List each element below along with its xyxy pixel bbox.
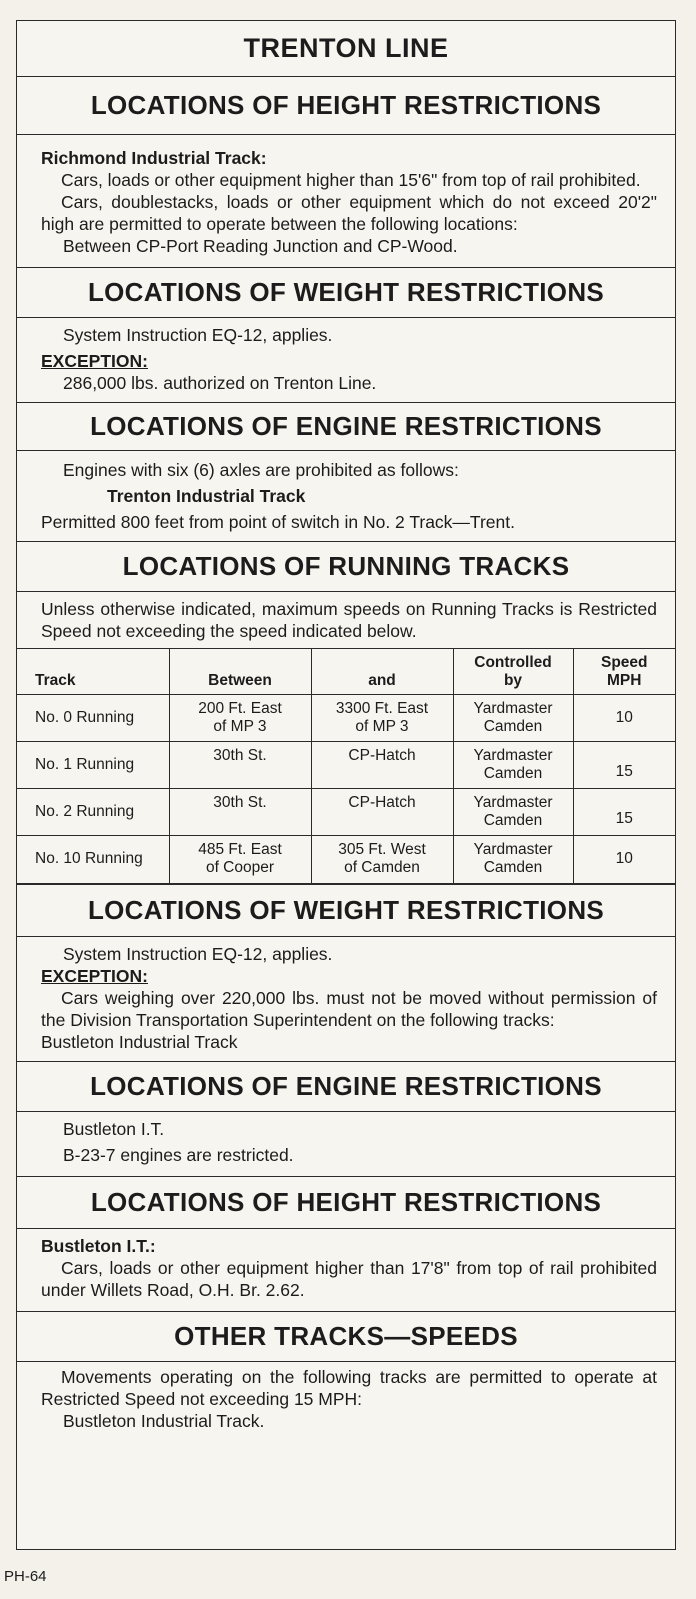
cell-controlled-line1: Yardmaster (473, 700, 553, 717)
cell-between (169, 695, 311, 742)
section-weight-restrictions-bustleton (17, 884, 675, 1062)
paragraph: 286,000 lbs. authorized on Trenton Line. (63, 373, 377, 393)
col-header-track: Track (17, 649, 169, 695)
paragraph: Movements operating on the following tracks are permitted to operate at Restricted Speed not exceeding 15 MPH: (41, 1366, 657, 1409)
section-heading: LOCATIONS OF HEIGHT RESTRICTIONS (17, 77, 675, 135)
cell-and (311, 742, 453, 789)
cell-speed: 15 (573, 742, 675, 789)
col-header-and: and (311, 649, 453, 695)
section-heading: LOCATIONS OF WEIGHT RESTRICTIONS (17, 885, 675, 937)
section-heading: LOCATIONS OF RUNNING TRACKS (17, 542, 675, 592)
cell-between-line1: 200 Ft. East (198, 700, 282, 717)
exception-label: EXCEPTION: (41, 965, 148, 986)
section-running-tracks (17, 542, 675, 884)
section-height-restrictions-bustleton (17, 1177, 675, 1312)
table-row (17, 789, 675, 836)
col-header-controlled-line2: by (503, 671, 523, 689)
sub-title: Richmond Industrial Track: (41, 148, 267, 168)
table-row (17, 742, 675, 789)
cell-and-line1: CP-Hatch (348, 794, 416, 811)
col-header-speed-line2: MPH (607, 671, 642, 689)
section-heading: LOCATIONS OF HEIGHT RESTRICTIONS (17, 1177, 675, 1229)
section-body (17, 135, 675, 267)
section-body (17, 1229, 675, 1311)
section-body (17, 937, 675, 1061)
paragraph: Engines with six (6) axles are prohibited as follows: (63, 460, 459, 480)
page-number: PH-64 (4, 1568, 47, 1585)
cell-between-line1: 30th St. (213, 794, 267, 811)
cell-controlled-line1: Yardmaster (473, 794, 553, 811)
section-weight-restrictions-trenton (17, 268, 675, 403)
cell-between-line2: of Cooper (205, 859, 275, 877)
cell-and (311, 789, 453, 836)
paragraph: Cars, loads or other equipment higher than 15'6" from top of rail prohibited. (61, 170, 641, 190)
cell-and (311, 836, 453, 883)
col-header-controlled-by (453, 649, 573, 695)
cell-and-line2: of Camden (344, 859, 420, 877)
cell-controlled-line2: Camden (483, 718, 543, 735)
table-header-row (17, 649, 675, 695)
col-header-between: Between (169, 649, 311, 695)
cell-between-line2: of MP 3 (213, 718, 267, 735)
section-other-tracks-speeds (17, 1312, 675, 1442)
cell-speed: 10 (573, 695, 675, 742)
cell-controlled-line1: Yardmaster (473, 841, 553, 859)
cell-track: No. 1 Running (17, 742, 169, 789)
section-height-restrictions-richmond (17, 77, 675, 268)
cell-controlled-by (453, 742, 573, 789)
cell-controlled-line2: Camden (483, 812, 543, 829)
col-header-controlled-line1: Controlled (474, 653, 552, 671)
paragraph: Unless otherwise indicated, maximum speeds on Running Tracks is Restricted Speed not exceeding the speed indicated below. (41, 599, 657, 641)
section-body (17, 318, 675, 402)
sub-title: Trenton Industrial Track (107, 486, 306, 506)
section-body (17, 1362, 675, 1442)
cell-and-line1: 3300 Ft. East (335, 700, 429, 717)
paragraph: Cars weighing over 220,000 lbs. must not be moved without permission of the Division Transportation Superintendent on the following tracks: (41, 987, 657, 1030)
cell-between (169, 789, 311, 836)
section-body (17, 1112, 675, 1176)
paragraph: Bustleton Industrial Track (41, 1031, 238, 1052)
cell-controlled-by (453, 695, 573, 742)
section-heading: LOCATIONS OF WEIGHT RESTRICTIONS (17, 268, 675, 318)
section-engine-restrictions-bustleton (17, 1062, 675, 1177)
page-frame (16, 20, 676, 1550)
section-engine-restrictions-trenton (17, 403, 675, 542)
section-heading: LOCATIONS OF ENGINE RESTRICTIONS (17, 1062, 675, 1112)
cell-track: No. 10 Running (17, 836, 169, 883)
cell-speed: 15 (573, 789, 675, 836)
section-body (17, 592, 675, 648)
paragraph: Permitted 800 feet from point of switch in No. 2 Track—Trent. (41, 512, 515, 532)
cell-and-line2: of MP 3 (355, 718, 409, 735)
page-title: TRENTON LINE (17, 21, 675, 77)
cell-controlled-line1: Yardmaster (473, 747, 553, 764)
section-heading: LOCATIONS OF ENGINE RESTRICTIONS (17, 403, 675, 451)
cell-and-line1: 305 Ft. West (338, 841, 426, 859)
cell-controlled-line2: Camden (483, 765, 543, 782)
running-tracks-table (17, 648, 675, 883)
exception-label: EXCEPTION: (41, 351, 148, 371)
paragraph: Bustleton I.T. (63, 1118, 165, 1139)
cell-and-line1: CP-Hatch (348, 747, 416, 764)
cell-controlled-line2: Camden (483, 859, 543, 877)
cell-between (169, 836, 311, 883)
sub-title: Bustleton I.T.: (41, 1235, 156, 1256)
col-header-speed-line1: Speed (600, 653, 648, 671)
cell-between (169, 742, 311, 789)
col-header-speed (573, 649, 675, 695)
cell-between-line1: 485 Ft. East (198, 841, 282, 859)
paragraph: Bustleton Industrial Track. (63, 1410, 265, 1431)
paragraph: B-23-7 engines are restricted. (63, 1144, 294, 1165)
cell-track: No. 2 Running (17, 789, 169, 836)
paragraph: System Instruction EQ-12, applies. (63, 325, 333, 345)
paragraph: Cars, loads or other equipment higher than 17'8" from top of rail prohibited under Willets Road, O.H. Br. 2.62. (41, 1257, 657, 1300)
table-row (17, 836, 675, 883)
cell-controlled-by (453, 836, 573, 883)
paragraph: Cars, doublestacks, loads or other equipment which do not exceed 20'2" high are permitted to operate between the following locations: (41, 192, 657, 234)
cell-and (311, 695, 453, 742)
cell-track: No. 0 Running (17, 695, 169, 742)
table-row (17, 695, 675, 742)
section-heading: OTHER TRACKS—SPEEDS (17, 1312, 675, 1362)
section-body (17, 451, 675, 541)
cell-speed: 10 (573, 836, 675, 883)
paragraph: Between CP-Port Reading Junction and CP-Wood. (63, 236, 458, 256)
paragraph: System Instruction EQ-12, applies. (63, 943, 333, 964)
cell-between-line1: 30th St. (213, 747, 267, 764)
cell-controlled-by (453, 789, 573, 836)
